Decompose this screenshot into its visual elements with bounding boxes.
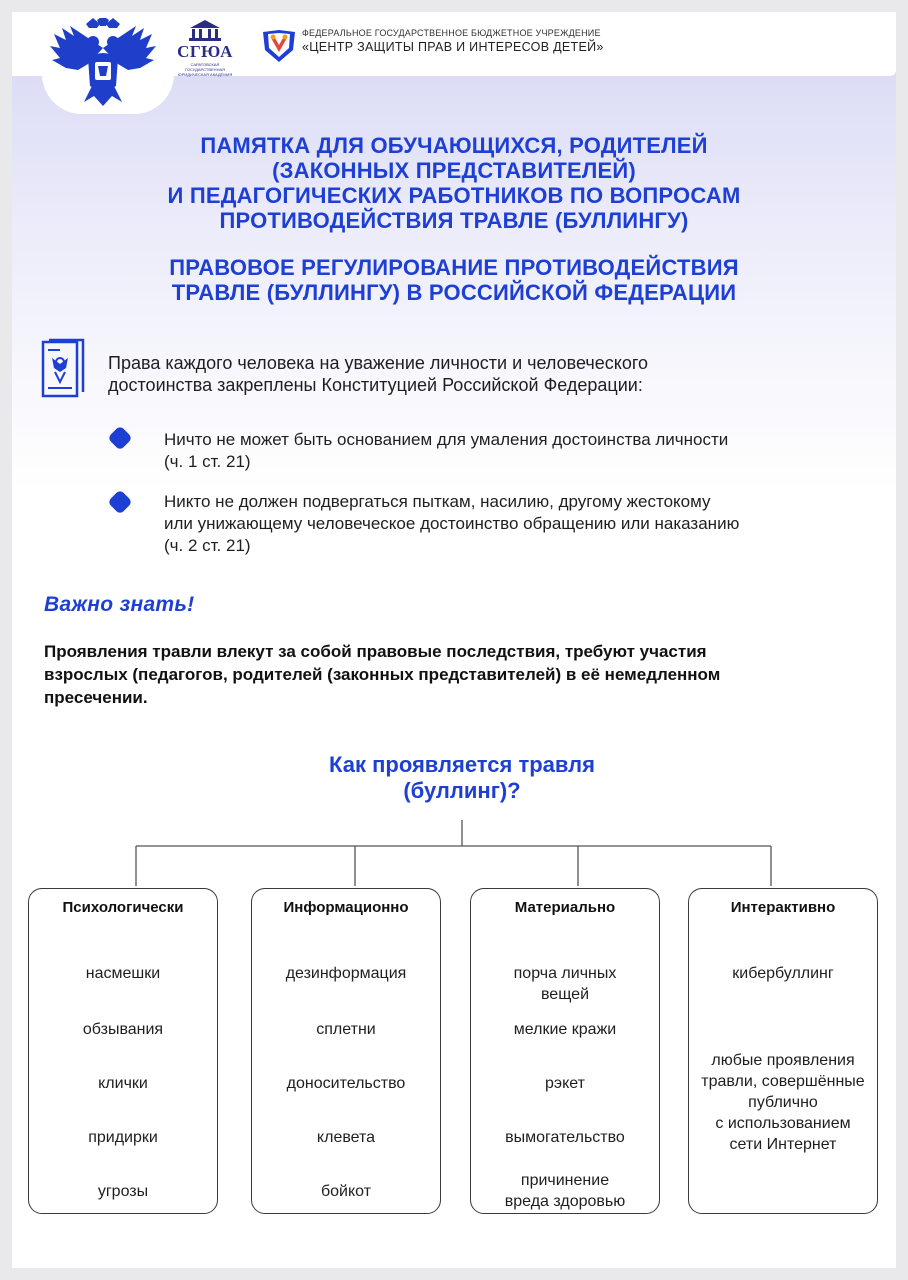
category-item: насмешки (85, 965, 161, 982)
category-item: угрозы (97, 1183, 149, 1200)
category-informational (251, 888, 441, 1214)
main-title-line: ПАМЯТКА ДЛЯ ОБУЧАЮЩИХСЯ, РОДИТЕЛЕЙ (200, 133, 708, 158)
category-item-line: порча личных (513, 965, 617, 982)
consequence-line: Проявления травли влекут за собой правовые последствия, требуют участия (44, 642, 707, 661)
category-interactive (688, 888, 878, 1214)
bullying-question-title (212, 752, 712, 804)
question-line: Как проявляется травля (329, 752, 595, 777)
intro-line: достоинства закреплены Конституцией Российской Федерации: (108, 375, 643, 395)
category-item-line: вреда здоровью (504, 1193, 626, 1210)
coat-of-arms-icon (48, 18, 158, 108)
section-title-line: ТРАВЛЕ (БУЛЛИНГУ) В РОССИЙСКОЙ ФЕДЕРАЦИИ (171, 280, 737, 305)
category-item (695, 1050, 871, 1155)
constitution-intro (108, 352, 808, 396)
category-item (477, 1170, 653, 1212)
category-connector-lines (12, 812, 896, 892)
main-title-line: (ЗАКОННЫХ ПРЕДСТАВИТЕЛЕЙ) (272, 158, 636, 183)
category-item: рэкет (545, 1075, 585, 1092)
category-item: придирки (88, 1129, 158, 1146)
sgua-logo-text: СГЮА (177, 42, 233, 61)
category-item-line: сети Интернет (729, 1136, 837, 1153)
category-item: доносительство (286, 1075, 406, 1092)
category-title: Материально (514, 899, 616, 916)
bullet-text (164, 491, 844, 557)
bullet-icon (107, 489, 132, 514)
category-item-line: причинение (520, 1172, 610, 1189)
section-title-line: ПРАВОВОЕ РЕГУЛИРОВАНИЕ ПРОТИВОДЕЙСТВИЯ (169, 255, 739, 280)
category-item: мелкие кражи (513, 1021, 617, 1038)
category-psychological (28, 888, 218, 1214)
building-icon (186, 18, 224, 42)
bullet-line: (ч. 1 ст. 21) (164, 452, 251, 471)
children-rights-center-logo-icon (260, 26, 298, 64)
bullet-line: Ничто не может быть основанием для умаления достоинства личности (164, 430, 729, 449)
category-item: бойкот (320, 1183, 372, 1200)
org-type: ФЕДЕРАЛЬНОЕ ГОСУДАРСТВЕННОЕ БЮДЖЕТНОЕ УЧРЕЖДЕНИЕ (302, 28, 601, 38)
sgua-logo-subtitle: САРАТОВСКАЯ ГОСУДАРСТВЕННАЯ ЮРИДИЧЕСКАЯ АКАДЕМИЯ (177, 62, 233, 77)
memo-page (12, 12, 896, 1268)
section-title (72, 255, 836, 305)
category-item-line: вещей (540, 986, 590, 1003)
constitution-document-icon (40, 338, 88, 400)
category-item: сплетни (316, 1021, 376, 1038)
main-title-line: ПРОТИВОДЕЙСТВИЯ ТРАВЛЕ (БУЛЛИНГУ) (219, 208, 689, 233)
category-material (470, 888, 660, 1214)
category-item-line: травли, совершённые (701, 1073, 865, 1090)
category-item (477, 963, 653, 1005)
consequence-text (44, 640, 834, 709)
org-name: «ЦЕНТР ЗАЩИТЫ ПРАВ И ИНТЕРЕСОВ ДЕТЕЙ» (302, 40, 604, 54)
bullet-line: (ч. 2 ст. 21) (164, 536, 251, 555)
category-item-line: публично (748, 1094, 818, 1111)
consequence-line: взрослых (педагогов, родителей (законных представителей) в её немедленном (44, 665, 721, 684)
consequence-line: пресечении. (44, 688, 148, 707)
category-item-line: с использованием (715, 1115, 851, 1132)
category-item-line: любые проявления (711, 1052, 855, 1069)
category-item: кибербуллинг (732, 965, 834, 982)
category-item: клевета (316, 1129, 376, 1146)
intro-line: Права каждого человека на уважение личности и человеческого (108, 353, 649, 373)
bullet-line: Никто не должен подвергаться пыткам, насилию, другому жестокому (164, 492, 711, 511)
category-item: дезинформация (285, 965, 407, 982)
category-item: вымогательство (505, 1129, 625, 1146)
category-title: Информационно (283, 899, 409, 916)
category-item: клички (98, 1075, 148, 1092)
category-title: Психологически (62, 899, 184, 916)
bullet-line: или унижающему человеческое достоинство обращению или наказанию (164, 514, 740, 533)
important-heading: Важно знать! (44, 593, 195, 616)
category-title: Интерактивно (730, 899, 836, 916)
sgua-logo (170, 18, 240, 77)
main-title-line: И ПЕДАГОГИЧЕСКИХ РАБОТНИКОВ ПО ВОПРОСАМ (167, 183, 741, 208)
main-title (72, 133, 836, 233)
bullet-text (164, 429, 844, 473)
category-item: обзывания (82, 1021, 164, 1038)
question-line: (буллинг)? (403, 778, 521, 803)
